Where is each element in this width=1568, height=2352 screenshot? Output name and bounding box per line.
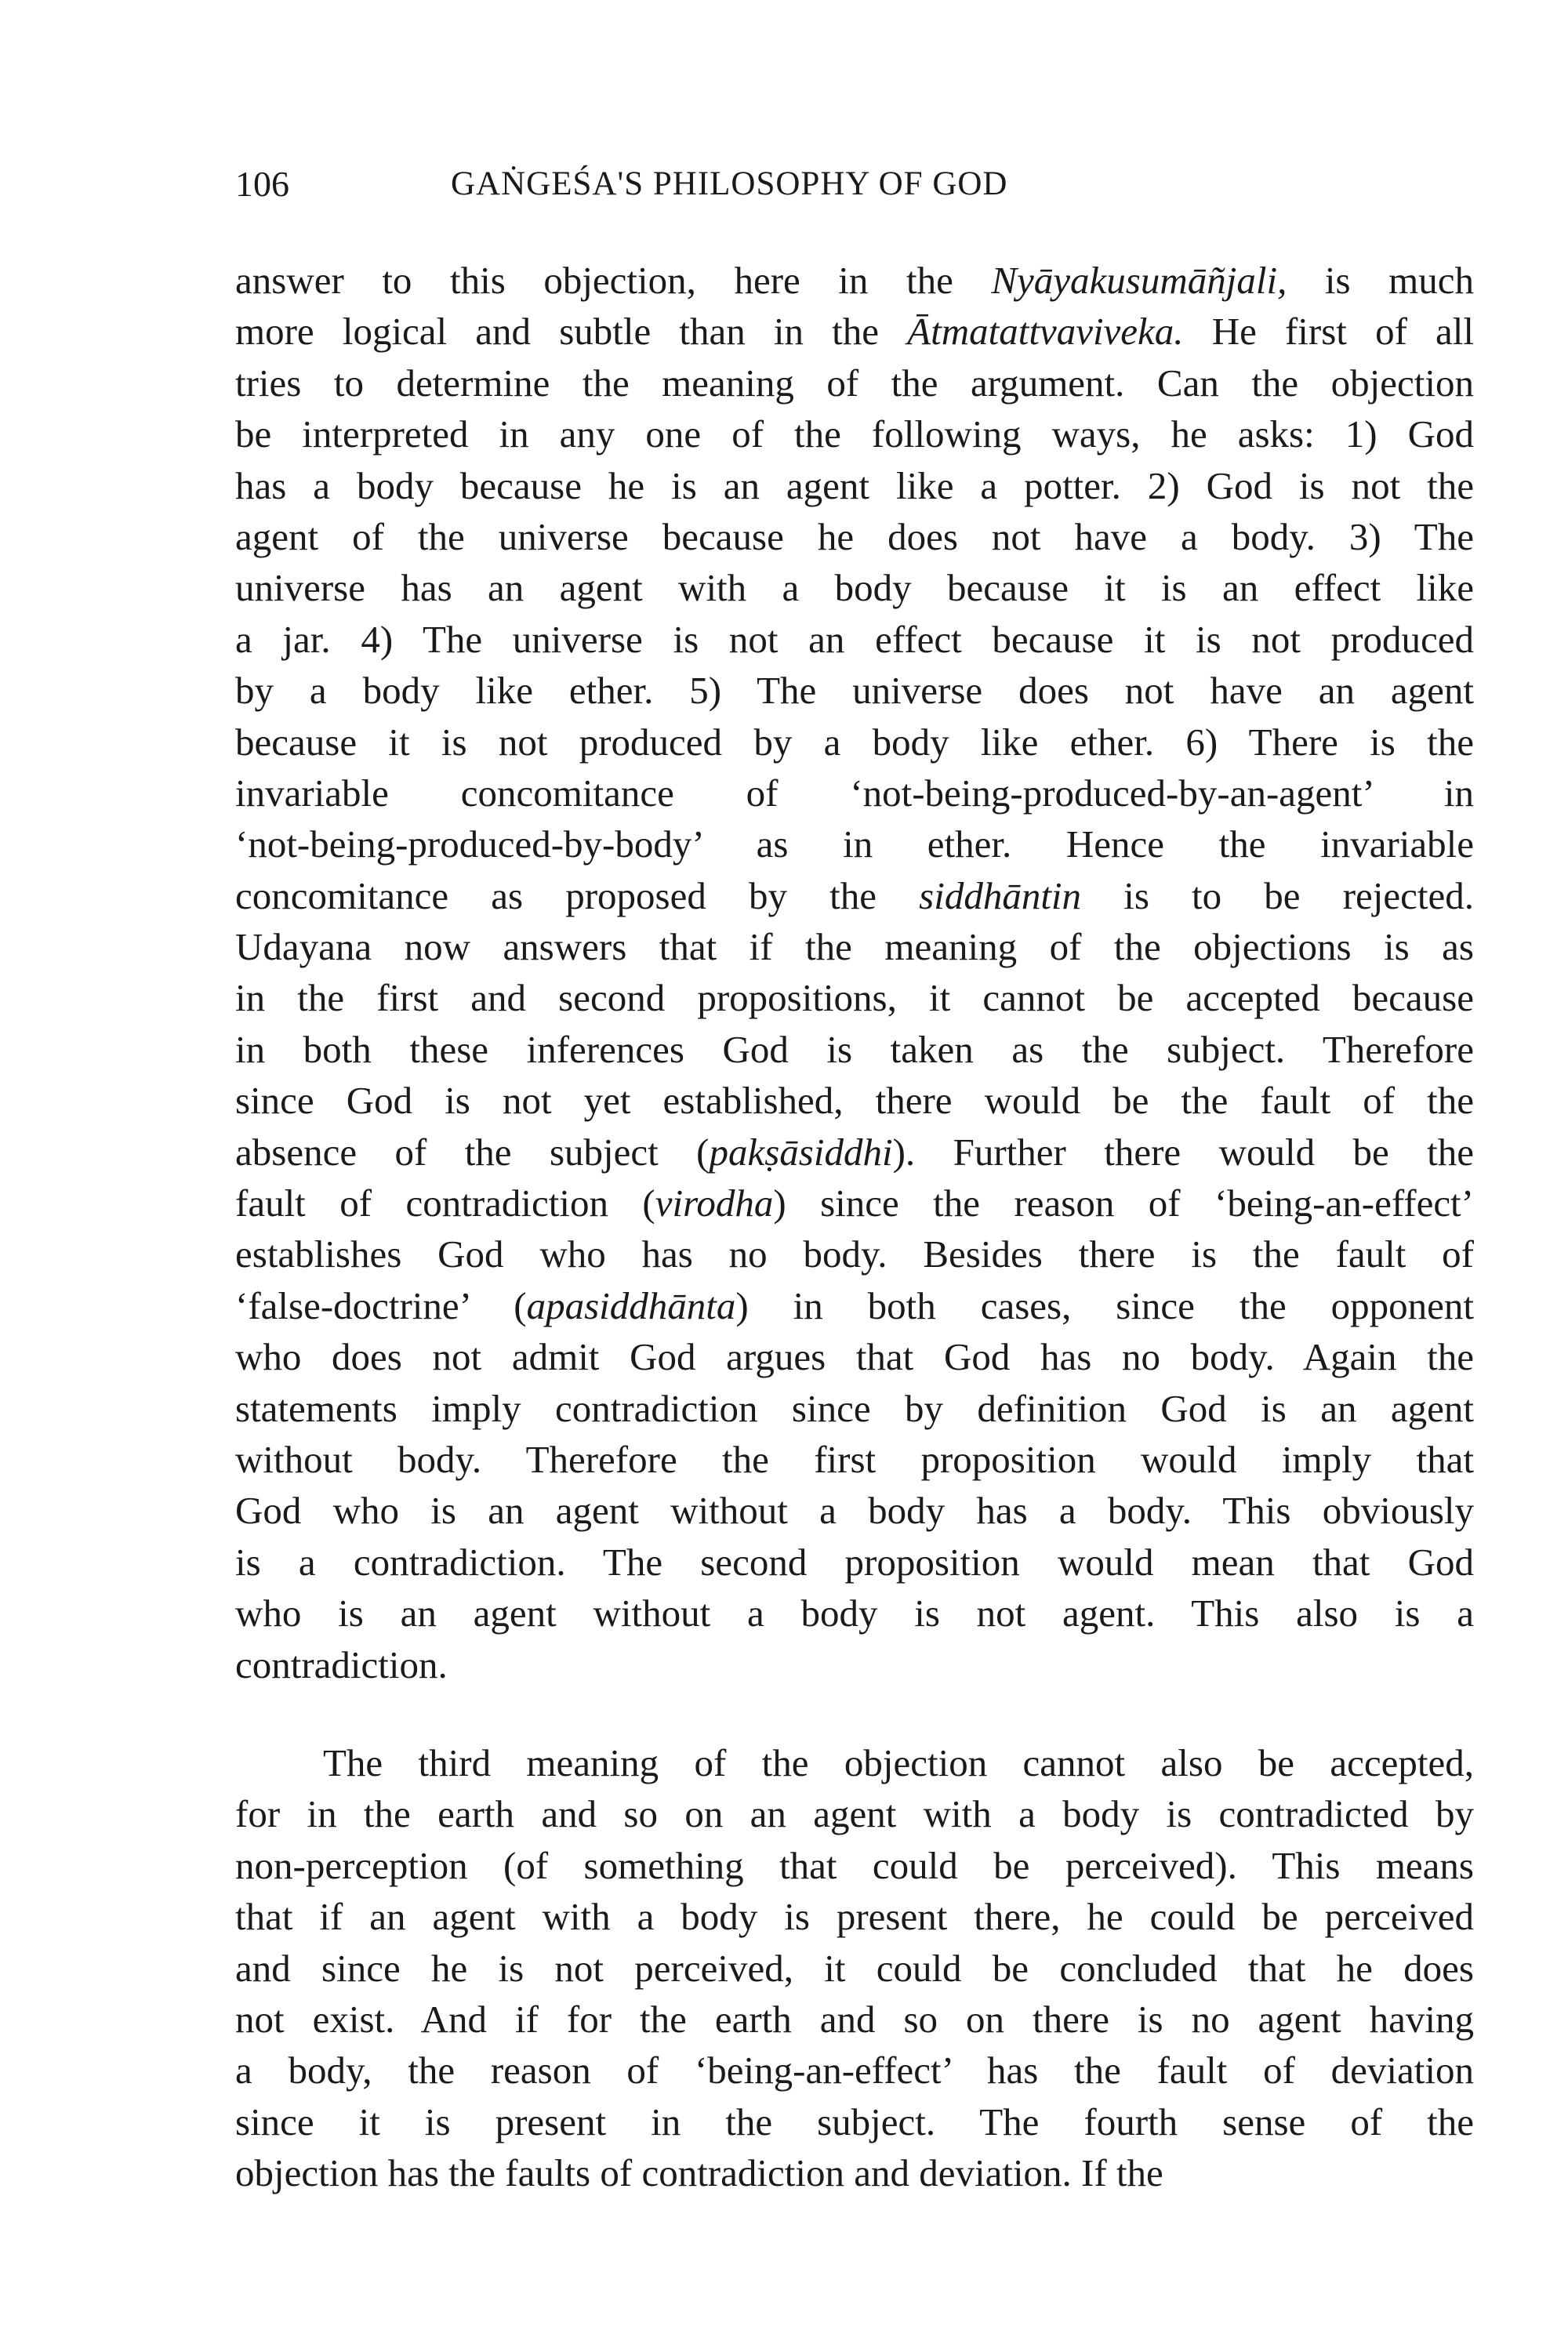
text-line: concomitance as proposed by the siddhāntin is to be rejected. — [235, 873, 1474, 917]
paragraph — [235, 1737, 1474, 2199]
text-line: since it is present in the subject. The fourth sense of the — [235, 2100, 1474, 2143]
text-line: contradiction. — [235, 1642, 448, 1686]
italic-term: virodha — [655, 1181, 774, 1225]
text-line: The third meaning of the objection cannot also be accepted, — [323, 1740, 1474, 1784]
text-line: since God is not yet established, there would be the fault of the — [235, 1079, 1474, 1123]
text-line: has a body because he is an agent like a potter. 2) God is not the — [235, 463, 1474, 507]
text-line: a body, the reason of ‘being-an-effect’ has the fault of deviation — [235, 2049, 1474, 2092]
text-line: not exist. And if for the earth and so on there is no agent having — [235, 1997, 1474, 2041]
text-line: God who is an agent without a body has a body. This obviously — [235, 1489, 1474, 1533]
text-line: because it is not produced by a body like ether. 6) There is the — [235, 720, 1474, 764]
text-line: in both these inferences God is taken as the subject. Therefore — [235, 1027, 1474, 1071]
text-line: objection has the faults of contradiction and deviation. If the — [235, 2151, 1163, 2195]
text-line: is a contradiction. The second proposition would mean that God — [235, 1540, 1474, 1584]
body-text — [235, 255, 1474, 2198]
text-line: ‘not-being-produced-by-body’ as in ether. Hence the invariable — [235, 822, 1474, 866]
text-line: in the first and second propositions, it cannot be accepted because — [235, 976, 1474, 1020]
italic-term: Nyāyakusumāñjali, — [991, 259, 1287, 302]
text-line: and since he is not perceived, it could be concluded that he does — [235, 1946, 1474, 1990]
text-line: fault of contradiction (virodha) since the reason of ‘being-an-effect’ — [235, 1181, 1474, 1225]
text-line: that if an agent with a body is present there, he could be perceived — [235, 1895, 1474, 1939]
text-line: universe has an agent with a body because it is an effect like — [235, 566, 1474, 610]
text-line: ‘false-doctrine’ (apasiddhānta) in both cases, since the opponent — [235, 1283, 1474, 1327]
page-number: 106 — [235, 164, 289, 204]
text-line: who does not admit God argues that God has no body. Again the — [235, 1335, 1474, 1379]
italic-term: siddhāntin — [919, 873, 1082, 917]
text-line: by a body like ether. 5) The universe does not have an agent — [235, 669, 1474, 713]
text-line: establishes God who has no body. Besides there is the fault of — [235, 1232, 1474, 1276]
text-line: tries to determine the meaning of the argument. Can the objection — [235, 361, 1474, 405]
running-head — [235, 161, 1372, 208]
text-line: statements imply contradiction since by definition God is an agent — [235, 1386, 1474, 1430]
text-line: agent of the universe because he does not have a body. 3) The — [235, 514, 1474, 558]
text-line: for in the earth and so on an agent with a body is contradicted by — [235, 1792, 1474, 1836]
text-line: answer to this objection, here in the Nyāyakusumāñjali, is much — [235, 259, 1474, 302]
text-line: Udayana now answers that if the meaning of the objections is as — [235, 925, 1474, 969]
italic-term: apasiddhānta — [526, 1283, 736, 1327]
text-line: who is an agent without a body is not agent. This also is a — [235, 1592, 1474, 1635]
text-line: invariable concomitance of ‘not-being-produced-by-an-agent’ in — [235, 771, 1474, 815]
text-line: a jar. 4) The universe is not an effect because it is not produced — [235, 617, 1474, 661]
italic-term: pakṣāsiddhi — [709, 1130, 893, 1174]
text-line: non-perception (of something that could be perceived). This means — [235, 1843, 1474, 1887]
text-line: be interpreted in any one of the following ways, he asks: 1) God — [235, 412, 1474, 456]
text-line: more logical and subtle than in the Ātmatattvaviveka. He first of all — [235, 310, 1475, 354]
paragraph — [235, 255, 1474, 1690]
text-line: absence of the subject (pakṣāsiddhi). Further there would be the — [235, 1130, 1474, 1174]
running-title: GAṄGEŚA'S PHILOSOPHY OF GOD — [451, 165, 1008, 202]
italic-term: Ātmatattvaviveka. — [907, 310, 1184, 354]
text-line: without body. Therefore the first proposition would imply that — [235, 1437, 1474, 1481]
